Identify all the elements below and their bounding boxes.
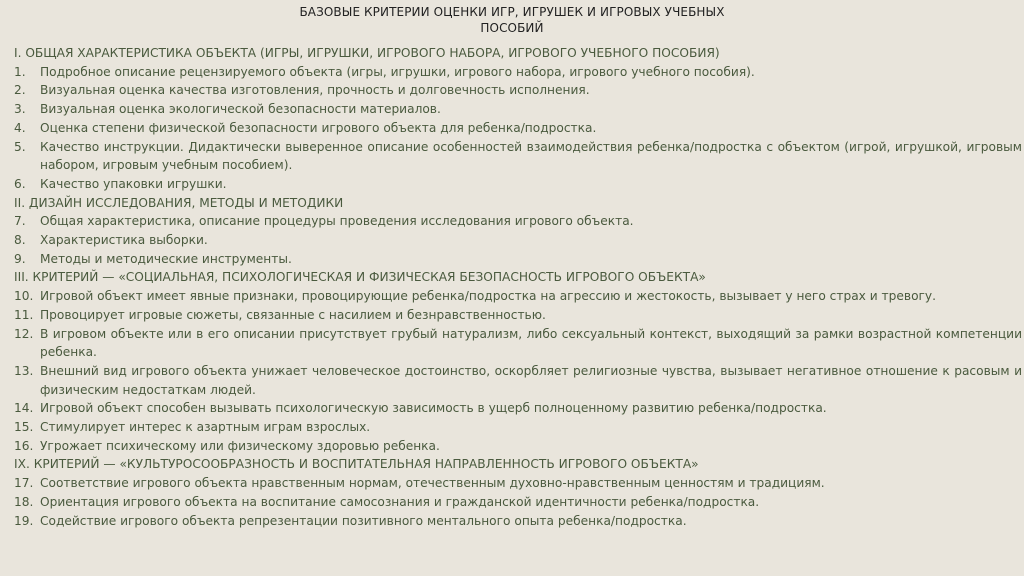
list-item — [14, 81, 1022, 100]
item-text: Характеристика выборки. — [40, 233, 208, 248]
list-item — [14, 437, 1022, 456]
item-number: 2. — [14, 83, 26, 98]
section-heading: III. КРИТЕРИЙ — «СОЦИАЛЬНАЯ, ПСИХОЛОГИЧЕСКАЯ И ФИЗИЧЕСКАЯ БЕЗОПАСНОСТЬ ИГРОВОГО ОБЪЕКТА» — [14, 270, 706, 285]
item-text: Провоцирует игровые сюжеты, связанные с насилием и безнравственностью. — [40, 307, 546, 322]
item-number: 13. — [14, 363, 34, 378]
section-heading: IX. КРИТЕРИЙ — «КУЛЬТУРОСООБРАЗНОСТЬ И ВОСПИТАТЕЛЬНАЯ НАПРАВЛЕННОСТЬ ИГРОВОГО ОБЪЕКТА» — [14, 457, 699, 472]
item-text: Оценка степени физической безопасности игрового объекта для ребенка/подростка. — [40, 120, 597, 135]
item-number: 16. — [14, 438, 34, 453]
item-number: 1. — [14, 64, 26, 79]
list-item — [14, 493, 1022, 512]
item-number: 5. — [14, 139, 26, 154]
list-item — [14, 119, 1022, 138]
section-2 — [14, 194, 1022, 269]
item-text: Визуальная оценка экологической безопасности материалов. — [40, 102, 441, 117]
list-item — [14, 418, 1022, 437]
list-item — [14, 175, 1022, 194]
item-number: 10. — [14, 289, 34, 304]
item-number: 4. — [14, 120, 26, 135]
item-number: 12. — [14, 326, 34, 341]
item-text: Методы и методические инструменты. — [40, 251, 292, 266]
list-item — [14, 250, 1022, 269]
list-item — [14, 306, 1022, 325]
list-item — [14, 100, 1022, 119]
item-text: Угрожает психическому или физическому здоровью ребенка. — [40, 438, 440, 453]
list-item — [14, 287, 1022, 306]
item-text: Подробное описание рецензируемого объекта (игры, игрушки, игрового набора, игрового учебного пособия). — [40, 64, 755, 79]
item-text: Ориентация игрового объекта на воспитание самосознания и гражданской идентичности ребенка/подростка. — [40, 494, 760, 509]
item-number: 8. — [14, 233, 26, 248]
item-number: 18. — [14, 494, 34, 509]
list-item — [14, 362, 1022, 399]
title-line-2: ПОСОБИЙ — [480, 20, 544, 35]
item-text: Стимулирует интерес к азартным играм взрослых. — [40, 420, 371, 435]
item-number: 19. — [14, 513, 34, 528]
item-text: Качество упаковки игрушки. — [40, 176, 227, 191]
item-number: 9. — [14, 251, 26, 266]
criteria-list — [14, 44, 1022, 530]
item-text: Визуальная оценка качества изготовления, прочность и долговечность исполнения. — [40, 83, 590, 98]
section-heading: II. ДИЗАЙН ИССЛЕДОВАНИЯ, МЕТОДЫ И МЕТОДИКИ — [14, 195, 344, 210]
item-text: Внешний вид игрового объекта унижает человеческое достоинство, оскорбляет религиозные чувства, вызывает негативное отношение к расовым и физическим недостаткам людей. — [40, 363, 1022, 397]
list-item — [14, 474, 1022, 493]
list-item — [14, 399, 1022, 418]
item-text: Соответствие игрового объекта нравственным нормам, отечественным духовно-нравственным ценностям и традициям. — [40, 476, 825, 491]
item-number: 15. — [14, 420, 34, 435]
section-4 — [14, 455, 1022, 530]
list-item — [14, 231, 1022, 250]
item-text: Качество инструкции. Дидактически выверенное описание особенностей взаимодействия ребенка/подростка с объектом (игрой, игрушкой, игровым набором, игровым учебным пособием). — [40, 139, 1022, 173]
section-heading: I. ОБЩАЯ ХАРАКТЕРИСТИКА ОБЪЕКТА (ИГРЫ, ИГРУШКИ, ИГРОВОГО НАБОРА, ИГРОВОГО УЧЕБНОГО ПОСОБИЯ) — [14, 46, 720, 60]
item-text: В игровом объекте или в его описании присутствует грубый натурализм, либо сексуальный контекст, выходящий за рамки возрастной компетенции ребенка. — [40, 326, 1022, 360]
section-1 — [14, 44, 1022, 194]
list-item — [14, 325, 1022, 362]
list-item — [14, 138, 1022, 175]
item-text: Игровой объект способен вызывать психологическую зависимость в ущерб полноценному развитию ребенка/подростка. — [40, 401, 827, 416]
item-number: 3. — [14, 102, 26, 117]
item-text: Общая характеристика, описание процедуры проведения исследования игрового объекта. — [40, 214, 634, 229]
list-item — [14, 212, 1022, 231]
item-number: 11. — [14, 307, 34, 322]
title-line-1: БАЗОВЫЕ КРИТЕРИИ ОЦЕНКИ ИГР, ИГРУШЕК И ИГРОВЫХ УЧЕБНЫХ — [299, 5, 725, 19]
section-3 — [14, 268, 1022, 455]
item-number: 7. — [14, 214, 26, 229]
item-number: 6. — [14, 176, 26, 191]
list-item — [14, 63, 1022, 82]
item-text: Содействие игрового объекта репрезентации позитивного ментального опыта ребенка/подростка. — [40, 513, 687, 528]
list-item — [14, 512, 1022, 531]
item-number: 14. — [14, 401, 34, 416]
item-text: Игровой объект имеет явные признаки, провоцирующие ребенка/подростка на агрессию и жестокость, вызывает у него страх и тревогу. — [40, 289, 937, 304]
item-number: 17. — [14, 476, 34, 491]
page-title — [0, 5, 1024, 36]
